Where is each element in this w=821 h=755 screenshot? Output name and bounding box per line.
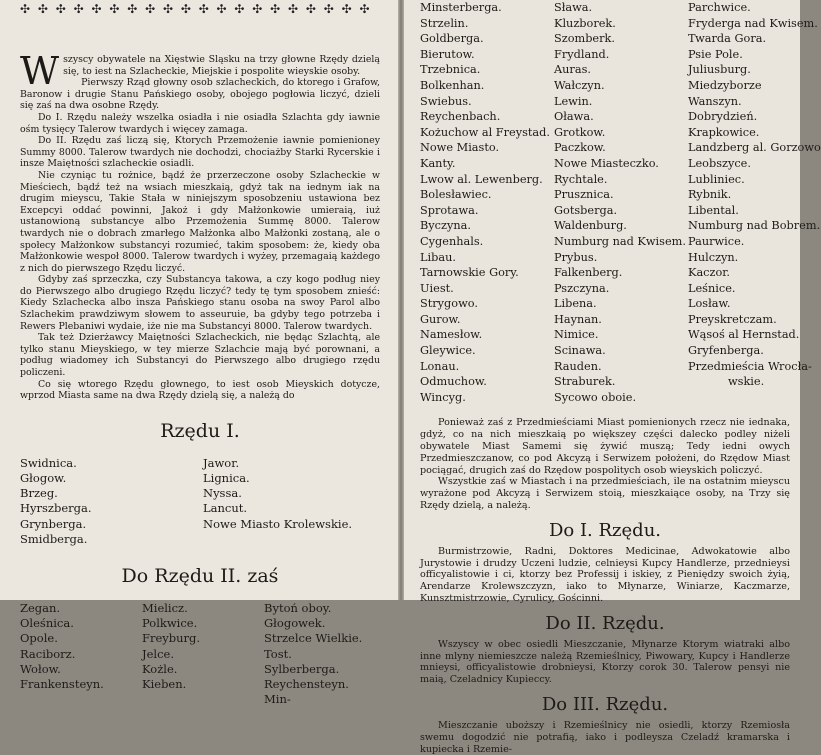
city-name: Waldenburg. bbox=[554, 219, 627, 233]
paragraph: Tak też Dzierżawcy Maiętności Szlacheckich, nie będąc Szlachtą, ale tylko stanu Mieyskiego, w tey mierze Szlachcie mają być porownani, a podług wiadomey ich Substancyi do Pierwszego albo drugiego rzędu policzeni. bbox=[20, 332, 380, 379]
city-name: Kieben. bbox=[142, 677, 187, 692]
city-name: Strzelin. bbox=[420, 16, 469, 30]
city-name: Prusznica. bbox=[554, 188, 614, 202]
city-name: Nowe Miasto. bbox=[420, 141, 500, 155]
rzad2-city-list bbox=[20, 601, 380, 707]
drop-cap: W bbox=[20, 49, 60, 93]
city-name: Swiebus. bbox=[420, 94, 472, 108]
city-name: Szomberk. bbox=[554, 32, 615, 46]
city-name: Bolesławiec. bbox=[420, 188, 492, 202]
city-name: Libena. bbox=[554, 297, 597, 311]
city-name: Kluzborek. bbox=[554, 16, 616, 30]
city-name: Wołow. bbox=[20, 661, 61, 676]
section-heading-do-iii-rzedu: Do III. Rzędu. bbox=[541, 693, 669, 715]
intro-paragraph bbox=[20, 49, 380, 93]
left-page bbox=[0, 0, 398, 707]
city-name: Landzberg al. Gorzowo bbox=[688, 141, 821, 155]
paragraph-przedmiescia: Ponieważ zaś z Przedmieściami Miast pomienionych rzecz nie iednaka, gdyż, co na nich mieszkaią po większey części dalecko podley niżeli obywatele Miast Samemi się żywić muszą; Tedy iedni owych Przedmieszczanow, co pod Akcyzą i Serwizem położeni, do Rzędow Miast pociągać, drugich zaś do Rzędow pospolitych osob wieyskich policzyć. bbox=[420, 417, 790, 476]
city-name: Lwow al. Lewenberg. bbox=[420, 172, 543, 186]
city-name: Lancut. bbox=[203, 501, 248, 516]
city-name: Nimice. bbox=[554, 328, 599, 342]
city-name: Frankensteyn. bbox=[20, 677, 104, 692]
city-name: Lubliniec. bbox=[688, 172, 745, 186]
city-name: Mielicz. bbox=[142, 601, 188, 616]
paragraph: Co się wtorego Rzędu głownego, to iest osob Mieyskich dotycze, wprzod Miasta same na dwa Rzędy dzielą się, a należą do bbox=[20, 378, 380, 402]
city-name: wskie. bbox=[728, 375, 765, 389]
city-name: Opole. bbox=[20, 631, 58, 646]
city-list-continued bbox=[420, 0, 821, 405]
city-name: Kaczor. bbox=[688, 266, 731, 280]
section-heading-do-i-rzedu: Do I. Rzędu. bbox=[548, 519, 662, 541]
city-name: Parchwice. bbox=[688, 1, 751, 14]
city-name: Miedzyborze bbox=[688, 78, 762, 92]
city-name: Sylberberga. bbox=[264, 661, 340, 676]
paragraph: Do II. Rzędu zaś liczą się, Ktorych Przemożenie iawnie pomienioney Summy 8000. Talerow twardych nie dochodzi, chociażby Starki Rycerskie i insze Maiętności szlacheckie osiadli. bbox=[20, 135, 380, 170]
city-name: Odmuchow. bbox=[420, 375, 487, 389]
city-name: Minsterberga. bbox=[420, 1, 502, 14]
city-name: Fryderga nad Kwisem. bbox=[688, 16, 818, 30]
city-name: Namesłow. bbox=[420, 328, 483, 342]
city-name: Strygowo. bbox=[420, 297, 478, 311]
city-name: Nowe Miasto Krolewskie. bbox=[203, 516, 353, 531]
city-name bbox=[688, 390, 821, 406]
city-name: Min- bbox=[264, 692, 291, 707]
city-name: Wąsoś al Hernstad. bbox=[688, 328, 800, 342]
city-name: Kożle. bbox=[142, 661, 178, 676]
section-heading-rzad-2: Do Rzędu II. zaś bbox=[121, 565, 279, 588]
city-name: Byczyna. bbox=[420, 219, 471, 233]
city-name: Leobszyce. bbox=[688, 156, 751, 170]
city-name: Twarda Gora. bbox=[688, 32, 767, 46]
paragraph-trzy-rzedy: Wszystkie zaś w Miastach i na przedmieściach, ile na ostatnim mieyscu wyrażone pod Akcyzą i Serwizem stoią, mieszkaiące osoby, na Trzy się Rzędy dzielą, a należą. bbox=[420, 476, 790, 512]
paragraph-rzad-iii: Mieszczanie uboższy i Rzemieślnicy nie osiedli, ktorzy Rzemiosła swemu dogodzić nie potrafią, iako i podleysza Czeladź kramarska i kupiecka i Rzemie- bbox=[420, 719, 790, 755]
city-name: Zegan. bbox=[20, 601, 61, 616]
city-name: Dobrydzień. bbox=[688, 110, 758, 124]
city-name: Lonau. bbox=[420, 359, 460, 373]
city-name: Frydland. bbox=[554, 47, 610, 61]
city-name: Przedmieścia Wrocła- bbox=[688, 359, 812, 373]
ornament-border bbox=[20, 2, 380, 24]
city-name: Uiest. bbox=[420, 281, 454, 295]
city-name: Oleśnica. bbox=[20, 616, 74, 631]
city-name: Gryfenberga. bbox=[688, 344, 764, 358]
paragraph: Do I. Rzędu należy wszelka osiadła i nie osiadła Szlachta gdy iawnie ośm tysięcy Talerow twardych i więcey zamaga. bbox=[20, 111, 380, 135]
city-name: Gleywice. bbox=[420, 344, 476, 358]
city-name: Oława. bbox=[554, 110, 594, 124]
city-name: Paczkow. bbox=[554, 141, 606, 155]
city-name: Psie Pole. bbox=[688, 47, 743, 61]
city-name: Rauden. bbox=[554, 359, 602, 373]
city-name: Sycowo oboie. bbox=[554, 390, 637, 404]
section-heading-rzad-1: Rzędu I. bbox=[160, 419, 240, 442]
city-name: Goldberga. bbox=[420, 32, 484, 46]
city-name: Tarnowskie Gory. bbox=[420, 266, 519, 280]
section-heading-do-ii-rzedu: Do II. Rzędu. bbox=[545, 612, 665, 634]
city-name: Kanty. bbox=[420, 156, 456, 170]
paragraph: Gdyby zaś sprzeczka, czy Substancya takowa, a czy kogo podług niey do Pierwszego albo drugiego Rzędu liczyć? tedy tę tym sposobem znieść: Kiedy Szlachecka albo insza Pańskiego stanu osoba na swoy Parol albo Szlachekim prawdziwym słowem to asseuruie, ba gdyby tego potrzeba i Rewers Plebaniwi wydaie, iże nie ma Substancyi 8000. Talerow twardych. bbox=[20, 274, 380, 332]
city-name: Libental. bbox=[688, 203, 739, 217]
city-name: Juliusburg. bbox=[688, 63, 751, 77]
city-name: Brzeg. bbox=[20, 486, 58, 501]
city-name: Leśnice. bbox=[688, 281, 736, 295]
intro-text: szyscy obywatele na Xięstwie Sląsku na trzy głowne Rzędy dzielą się, to iest na Szlacheckie, Miejskie i pospolite wieyskie osoby. bbox=[63, 54, 380, 77]
city-name: Głogowek. bbox=[264, 616, 326, 631]
city-name: Lewin. bbox=[554, 94, 593, 108]
city-name: Cygenhals. bbox=[420, 234, 484, 248]
city-name: Głogow. bbox=[20, 471, 67, 486]
city-name: Strzelce Wielkie. bbox=[264, 631, 363, 646]
city-name bbox=[203, 532, 380, 547]
city-name: Nyssa. bbox=[203, 486, 242, 501]
city-name: Kożuchow al Freystad. bbox=[420, 125, 550, 139]
city-name: Wanszyn. bbox=[688, 94, 742, 108]
city-name: Pszczyna. bbox=[554, 281, 610, 295]
city-name: Smidberga. bbox=[20, 531, 88, 546]
city-name: Paurwice. bbox=[688, 234, 745, 248]
city-name: Rybnik. bbox=[688, 188, 732, 202]
city-name: Falkenberg. bbox=[554, 266, 623, 280]
city-name: Jawor. bbox=[203, 455, 240, 470]
city-name: Wincyg. bbox=[420, 390, 466, 404]
city-name: Lignica. bbox=[203, 471, 250, 486]
city-name bbox=[142, 692, 258, 707]
city-name: Polkwice. bbox=[142, 616, 198, 631]
city-name: Losław. bbox=[688, 297, 731, 311]
city-name: Numburg nad Bobrem. bbox=[688, 219, 821, 233]
city-name bbox=[20, 692, 136, 707]
city-name: Grynberga. bbox=[20, 516, 87, 531]
paragraph: Pierwszy Rząd głowny osob szlacheckich, do ktorego i Grafow, Baronow i drugie Stanu Pańskiego osoby, obojego pogłowia liczyć, dzieli się zaś na dwa osobne Rzędy. bbox=[20, 77, 380, 112]
city-name: Libau. bbox=[420, 250, 456, 264]
city-name: Krapkowice. bbox=[688, 125, 760, 139]
city-name: Nowe Miasteczko. bbox=[554, 156, 659, 170]
city-name: Haynan. bbox=[554, 312, 602, 326]
city-name: Sprotawa. bbox=[420, 203, 479, 217]
city-name: Straburek. bbox=[554, 375, 616, 389]
city-name: Wałczyn. bbox=[554, 78, 605, 92]
city-name: Preyskretczam. bbox=[688, 312, 777, 326]
city-name: Bolkenhan. bbox=[420, 78, 485, 92]
city-name: Raciborz. bbox=[20, 646, 76, 661]
city-name: Bierutow. bbox=[420, 47, 475, 61]
city-name: Freyburg. bbox=[142, 631, 201, 646]
city-name: Hyrszberga. bbox=[20, 501, 92, 516]
city-name: Reychensteyn. bbox=[264, 677, 349, 692]
rzad1-city-list bbox=[20, 456, 380, 547]
city-name: Bytoń oboy. bbox=[264, 601, 332, 616]
right-page bbox=[404, 0, 821, 755]
paragraph-rzad-i: Burmistrzowie, Radni, Doktores Medicinae, Adwokatowie albo Jurystowie i drudzy Uczeni ludzie, celnieysi Kupcy Handlerze, przednieysi officyalistowie i ci, ktorzy bez Professij i iskiey, z Pieniędzy swoich żyią, Arendarze Krolewszczyzn, iako to Młynarze, Winiarze, Kaczmarze, Kunsztmistrzowie, Cyrulicy, Gościnni. bbox=[420, 545, 790, 604]
city-name: Sława. bbox=[554, 1, 593, 14]
city-name: Numburg nad Kwisem. bbox=[554, 234, 686, 248]
city-name: Trzebnica. bbox=[420, 63, 481, 77]
city-name: Gotsberga. bbox=[554, 203, 618, 217]
city-name: Scinawa. bbox=[554, 344, 606, 358]
city-name: Rychtale. bbox=[554, 172, 608, 186]
city-name: Grotkow. bbox=[554, 125, 606, 139]
city-name: Prybus. bbox=[554, 250, 598, 264]
city-name: Reychenbach. bbox=[420, 110, 501, 124]
paragraph-rzad-ii: Wszyscy w obec osiedli Mieszczanie, Młynarze Ktorym wiatraki albo inne mlyny niemieszcze należą Rzemieślnicy, Piwowary, Kupcy i Handlerze mnieysi, officyalistowie drobnieysi, Ktorzy corok 30. Talerow pensyi nie maią, Czeladnicy Kupieccy. bbox=[420, 638, 790, 686]
city-name: Gurow. bbox=[420, 312, 461, 326]
city-name: Auras. bbox=[554, 63, 591, 77]
city-name: Tost. bbox=[264, 646, 292, 661]
city-name: Hulczyn. bbox=[688, 250, 739, 264]
city-name: Swidnica. bbox=[20, 455, 77, 470]
city-name: Jelce. bbox=[142, 646, 174, 661]
paragraph: Nie czyniąc tu rożnice, bądź że przerzeczone osoby Szlacheckie w Mieściech, bądź też na wsiach mieszkaią, gdyż tak na iednym iak na drugim mieyscu, Takie Stała w niniejszym sposobzeniu ustawiona bez Excepcyi oddać powinni, Jakoż i gdy Małżonkowie umieraią, iuż ustanowioną substancye albo Przemożenia Summę 8000. Talerow twardych nie o dobrach zmarłego Małżonka albo Małżonki zostaną, ale o społecy Małżonkow substancyi rozumieć, takim sposobem: że, kiedy oba Małżonkowie wespoł 8000. Talerow twardych i wyżey, przemagaią każdego z nich do pierwszego Rzędu liczyć. bbox=[20, 169, 380, 274]
